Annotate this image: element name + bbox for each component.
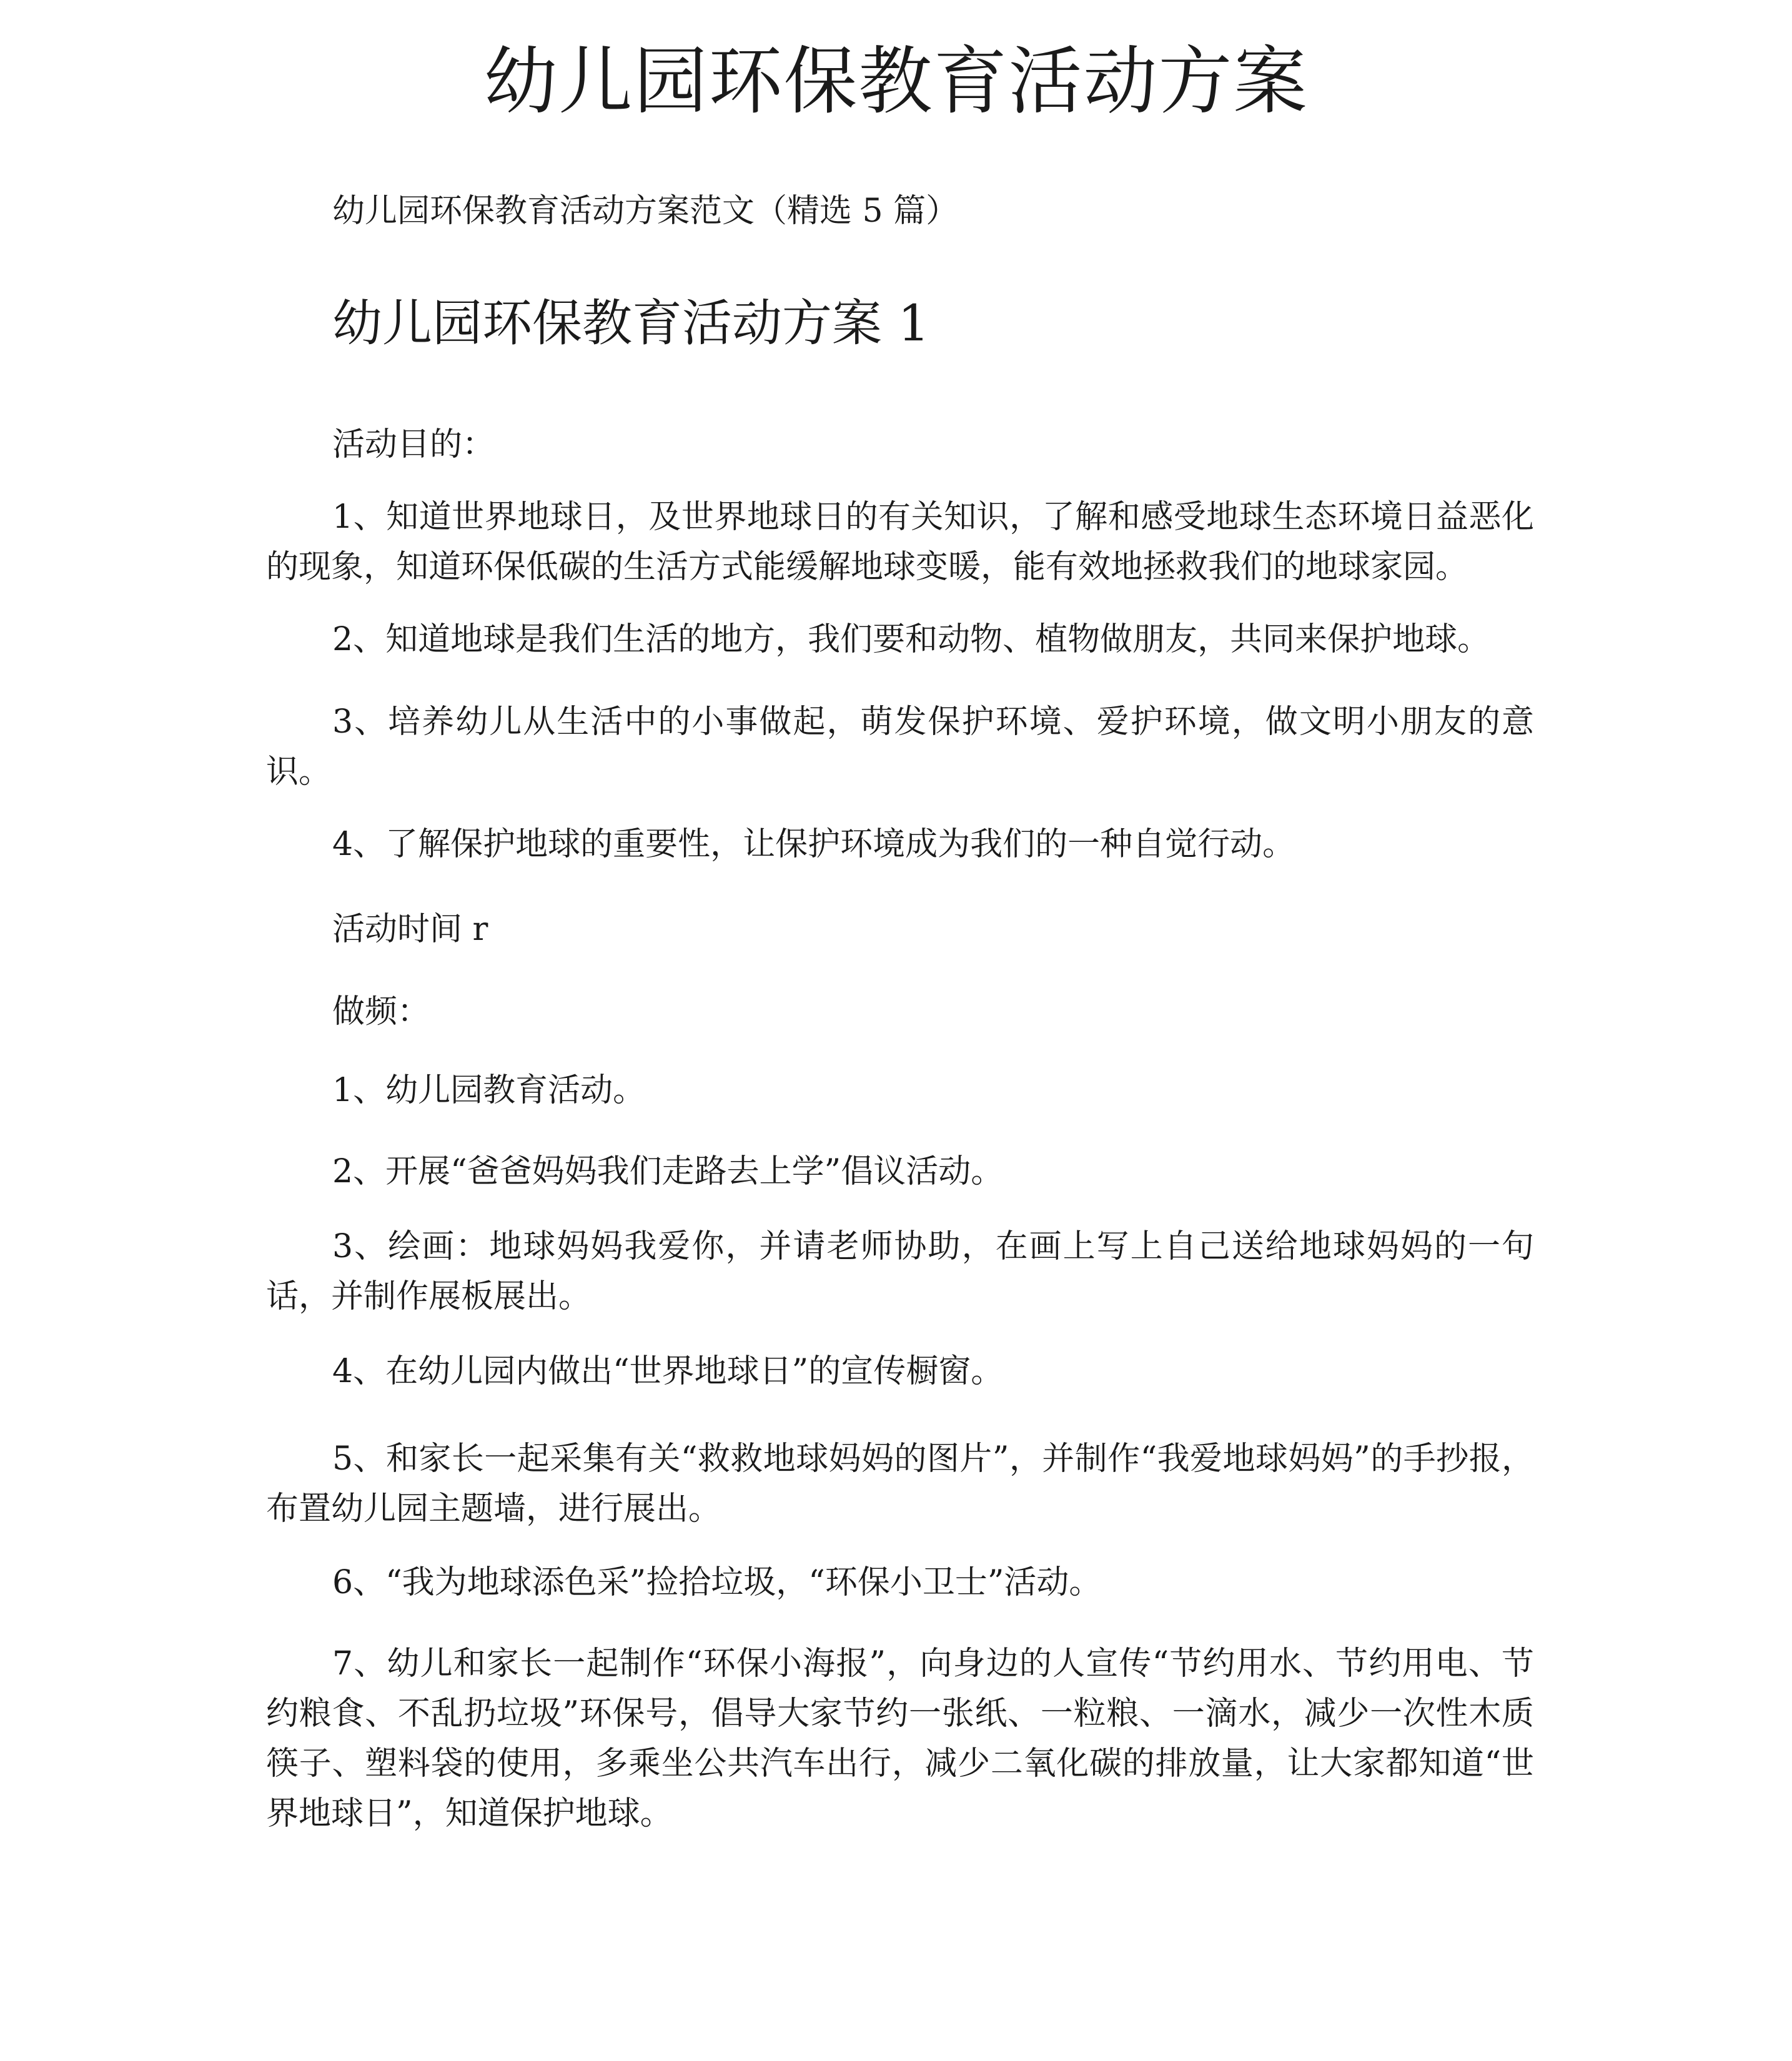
paragraph-goal-3: 3、培养幼儿从生活中的小事做起，萌发保护环境、爱护环境，做文明小朋友的意识。 [266,703,1534,791]
paragraph-activity-time-label: 活动时间 r [332,911,488,948]
paragraph-activity-6: 6、“我为地球添色采”捡拾垃圾，“环保小卫士”活动。 [332,1564,1102,1601]
paragraph-activity-5: 5、和家长一起采集有关“救救地球妈妈的图片”，并制作“我爱地球妈妈”的手抄报，布置幼儿园主题墙，进行展出。 [266,1440,1534,1528]
paragraph-activity-1: 1、幼儿园教育活动。 [332,1072,646,1109]
paragraph-activity-7: 7、幼儿和家长一起制作“环保小海报”，向身边的人宣传“节约用水、节约用电、节约粮食、不乱扔垃圾”环保号，倡导大家节约一张纸、一粒粮、一滴水，减少一次性木质筷子、塑料袋的使用，多乘坐公共汽车出行，减少二氧化碳的排放量，让大家都知道“世界地球日”，知道保护地球。 [266,1645,1534,1832]
document-title: 幼儿园环保教育活动方案 [483,38,1309,124]
paragraph-activity-3: 3、绘画：地球妈妈我爱你，并请老师协助，在画上写上自己送给地球妈妈的一句话，并制作展板展出。 [266,1228,1534,1315]
paragraph-goal-4: 4、了解保护地球的重要性，让保护环境成为我们的一种自觉行动。 [332,826,1295,863]
paragraph-goal-2: 2、知道地球是我们生活的地方，我们要和动物、植物做朋友，共同来保护地球。 [332,621,1490,658]
paragraph-activity-4: 4、在幼儿园内做出“世界地球日”的宣传橱窗。 [332,1353,1004,1390]
paragraph-method-label: 做频： [332,993,430,1030]
paragraph-goal-1: 1、知道世界地球日，及世界地球日的有关知识，了解和感受地球生态环境日益恶化的现象，知道环保低碳的生活方式能缓解地球变暖，能有效地拯救我们的地球家园。 [266,498,1534,586]
paragraph-activity-2: 2、开展“爸爸妈妈我们走路去上学”倡议活动。 [332,1153,1004,1190]
document-subtitle: 幼儿园环保教育活动方案范文（精选 5 篇） [332,192,959,230]
paragraph-activity-goal-label: 活动目的： [332,426,495,463]
section-heading: 幼儿园环保教育活动方案 1 [332,294,930,352]
